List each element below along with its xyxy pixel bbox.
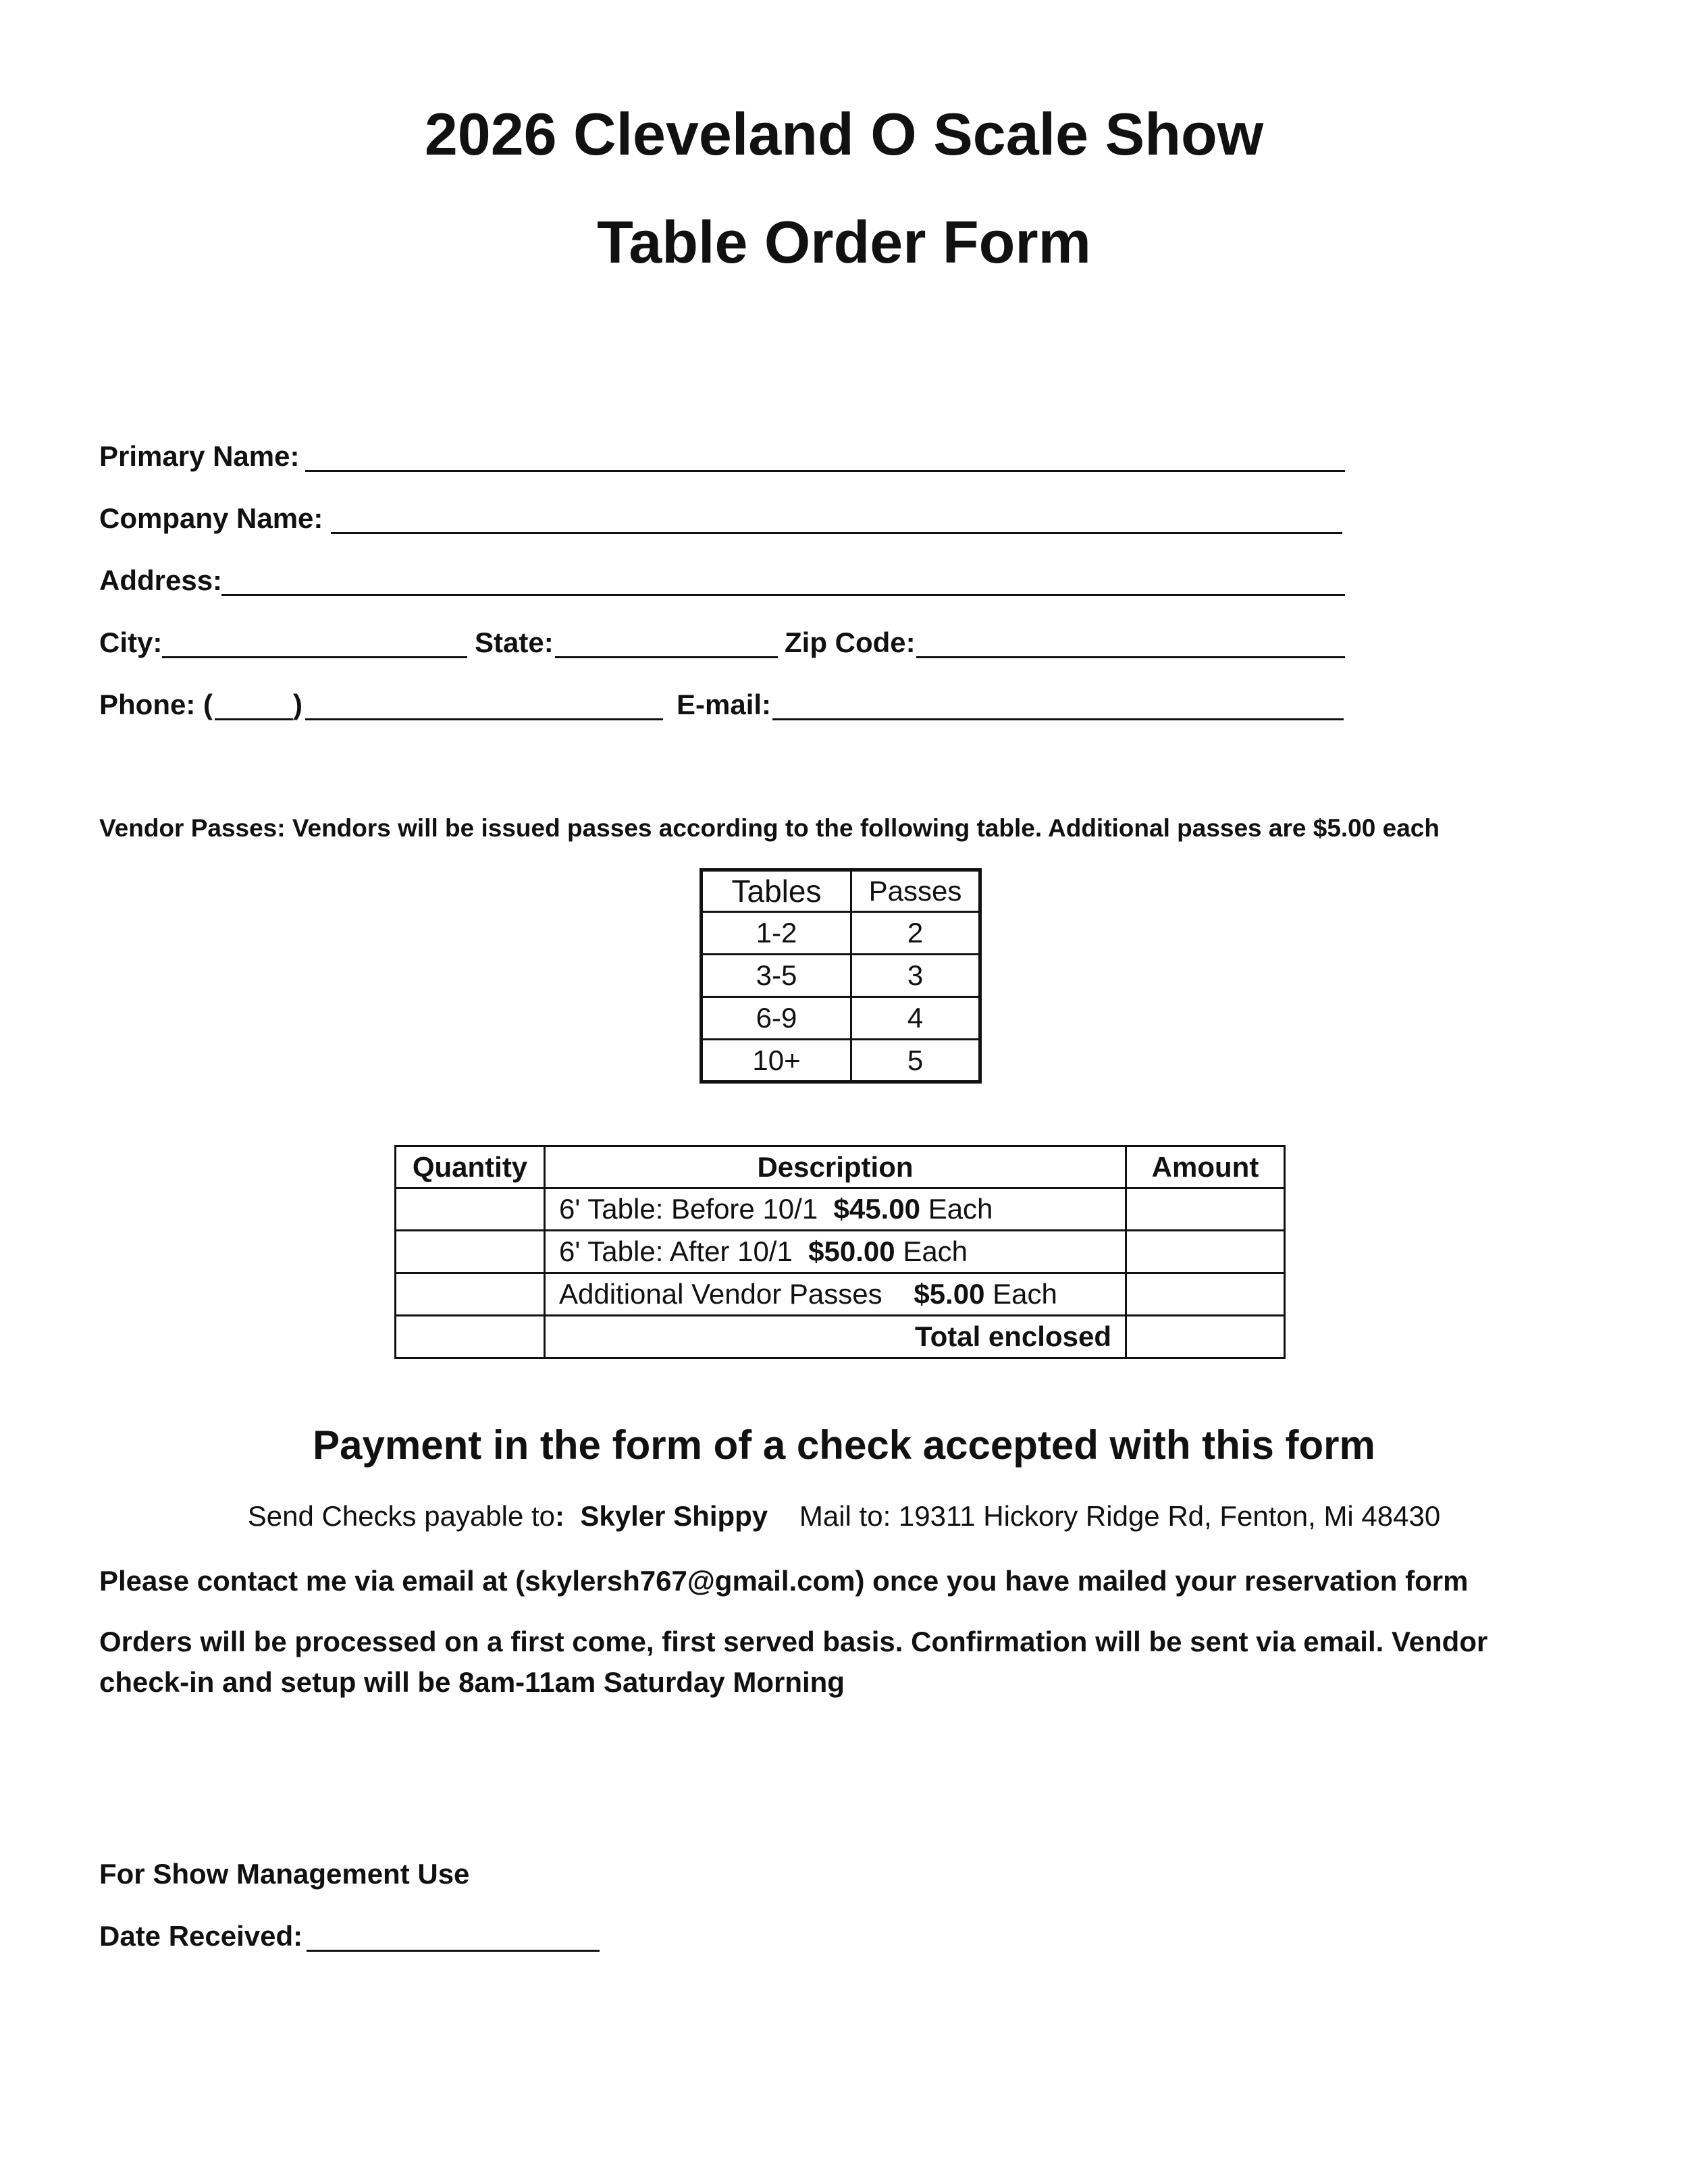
description-cell — [545, 1231, 1126, 1273]
management-heading: For Show Management Use — [99, 1858, 470, 1890]
orders-note: Orders will be processed on a first come, first served basis. Confirmation will be sent via email. Vendor check-in and setup will be 8am-11am Saturday Morning — [99, 1626, 1488, 1698]
order-header-amount: Amount — [1126, 1146, 1285, 1188]
company-name-input[interactable] — [331, 532, 1342, 534]
order-header-quantity: Quantity — [396, 1146, 545, 1188]
item-price: $45.00 — [833, 1193, 921, 1225]
form-title-line2: Table Order Form — [597, 209, 1091, 275]
item-unit: Each — [928, 1193, 993, 1225]
payment-heading: Payment in the form of a check accepted with this form — [313, 1422, 1375, 1468]
description-cell — [545, 1188, 1126, 1231]
mail-to-address: Mail to: 19311 Hickory Ridge Rd, Fenton, Mi 48430 — [799, 1500, 1441, 1532]
email-input[interactable] — [772, 718, 1344, 720]
order-table — [394, 1145, 1286, 1359]
form-title-line1: 2026 Cleveland O Scale Show — [424, 101, 1264, 167]
zip-code-input[interactable] — [916, 656, 1345, 658]
primary-name-input[interactable] — [305, 470, 1345, 472]
passes-cell: 2 — [851, 912, 980, 955]
passes-cell: 10+ — [702, 1040, 851, 1082]
state-label: State: — [475, 627, 554, 658]
payee-name: Skyler Shippy — [580, 1500, 768, 1532]
company-name-label: Company Name: — [99, 502, 323, 534]
quantity-cell[interactable] — [396, 1188, 545, 1231]
quantity-cell[interactable] — [396, 1231, 545, 1273]
date-received-label: Date Received: — [99, 1920, 303, 1952]
address-input[interactable] — [221, 594, 1345, 596]
total-amount-cell[interactable] — [1126, 1316, 1285, 1358]
quantity-cell[interactable] — [396, 1316, 545, 1358]
phone-area-code-input[interactable] — [215, 718, 293, 720]
city-label: City: — [99, 627, 163, 658]
quantity-cell[interactable] — [396, 1273, 545, 1316]
total-enclosed-label: Total enclosed — [545, 1316, 1126, 1358]
contact-note: Please contact me via email at (skylersh767@gmail.com) once you have mailed your reservation form — [99, 1565, 1469, 1597]
email-label: E-mail: — [677, 689, 772, 720]
item-unit: Each — [903, 1235, 968, 1267]
phone-number-input[interactable] — [305, 718, 663, 720]
passes-cell: 6-9 — [702, 997, 851, 1040]
passes-cell: 1-2 — [702, 912, 851, 955]
phone-label: Phone: ( — [99, 689, 213, 720]
date-received-input[interactable] — [307, 1950, 600, 1952]
primary-name-label: Primary Name: — [99, 440, 300, 472]
amount-cell[interactable] — [1126, 1188, 1285, 1231]
passes-cell: 3-5 — [702, 955, 851, 997]
item-unit: Each — [993, 1278, 1057, 1310]
send-checks-line — [0, 1500, 1688, 1533]
passes-header-tables: Tables — [702, 870, 851, 912]
passes-cell: 5 — [851, 1040, 980, 1082]
item-description: 6' Table: After 10/1 — [559, 1235, 793, 1267]
description-cell — [545, 1273, 1126, 1316]
phone-close-paren: ) — [293, 689, 302, 720]
item-description: 6' Table: Before 10/1 — [559, 1193, 818, 1225]
city-input[interactable] — [162, 656, 467, 658]
item-description: Additional Vendor Passes — [559, 1278, 882, 1310]
amount-cell[interactable] — [1126, 1231, 1285, 1273]
state-input[interactable] — [555, 656, 778, 658]
passes-cell: 3 — [851, 955, 980, 997]
vendor-passes-table — [700, 868, 982, 1084]
send-checks-colon: : — [555, 1500, 565, 1532]
vendor-passes-note: Vendor Passes: Vendors will be issued passes according to the following table. Additional passes are $5.00 each — [99, 814, 1440, 842]
order-header-description: Description — [545, 1146, 1126, 1188]
passes-cell: 4 — [851, 997, 980, 1040]
amount-cell[interactable] — [1126, 1273, 1285, 1316]
zip-code-label: Zip Code: — [785, 627, 916, 658]
item-price: $50.00 — [808, 1235, 895, 1267]
item-price: $5.00 — [914, 1278, 985, 1310]
address-label: Address: — [99, 564, 223, 596]
send-checks-label: Send Checks payable to — [247, 1500, 556, 1532]
passes-header-passes: Passes — [851, 870, 980, 912]
